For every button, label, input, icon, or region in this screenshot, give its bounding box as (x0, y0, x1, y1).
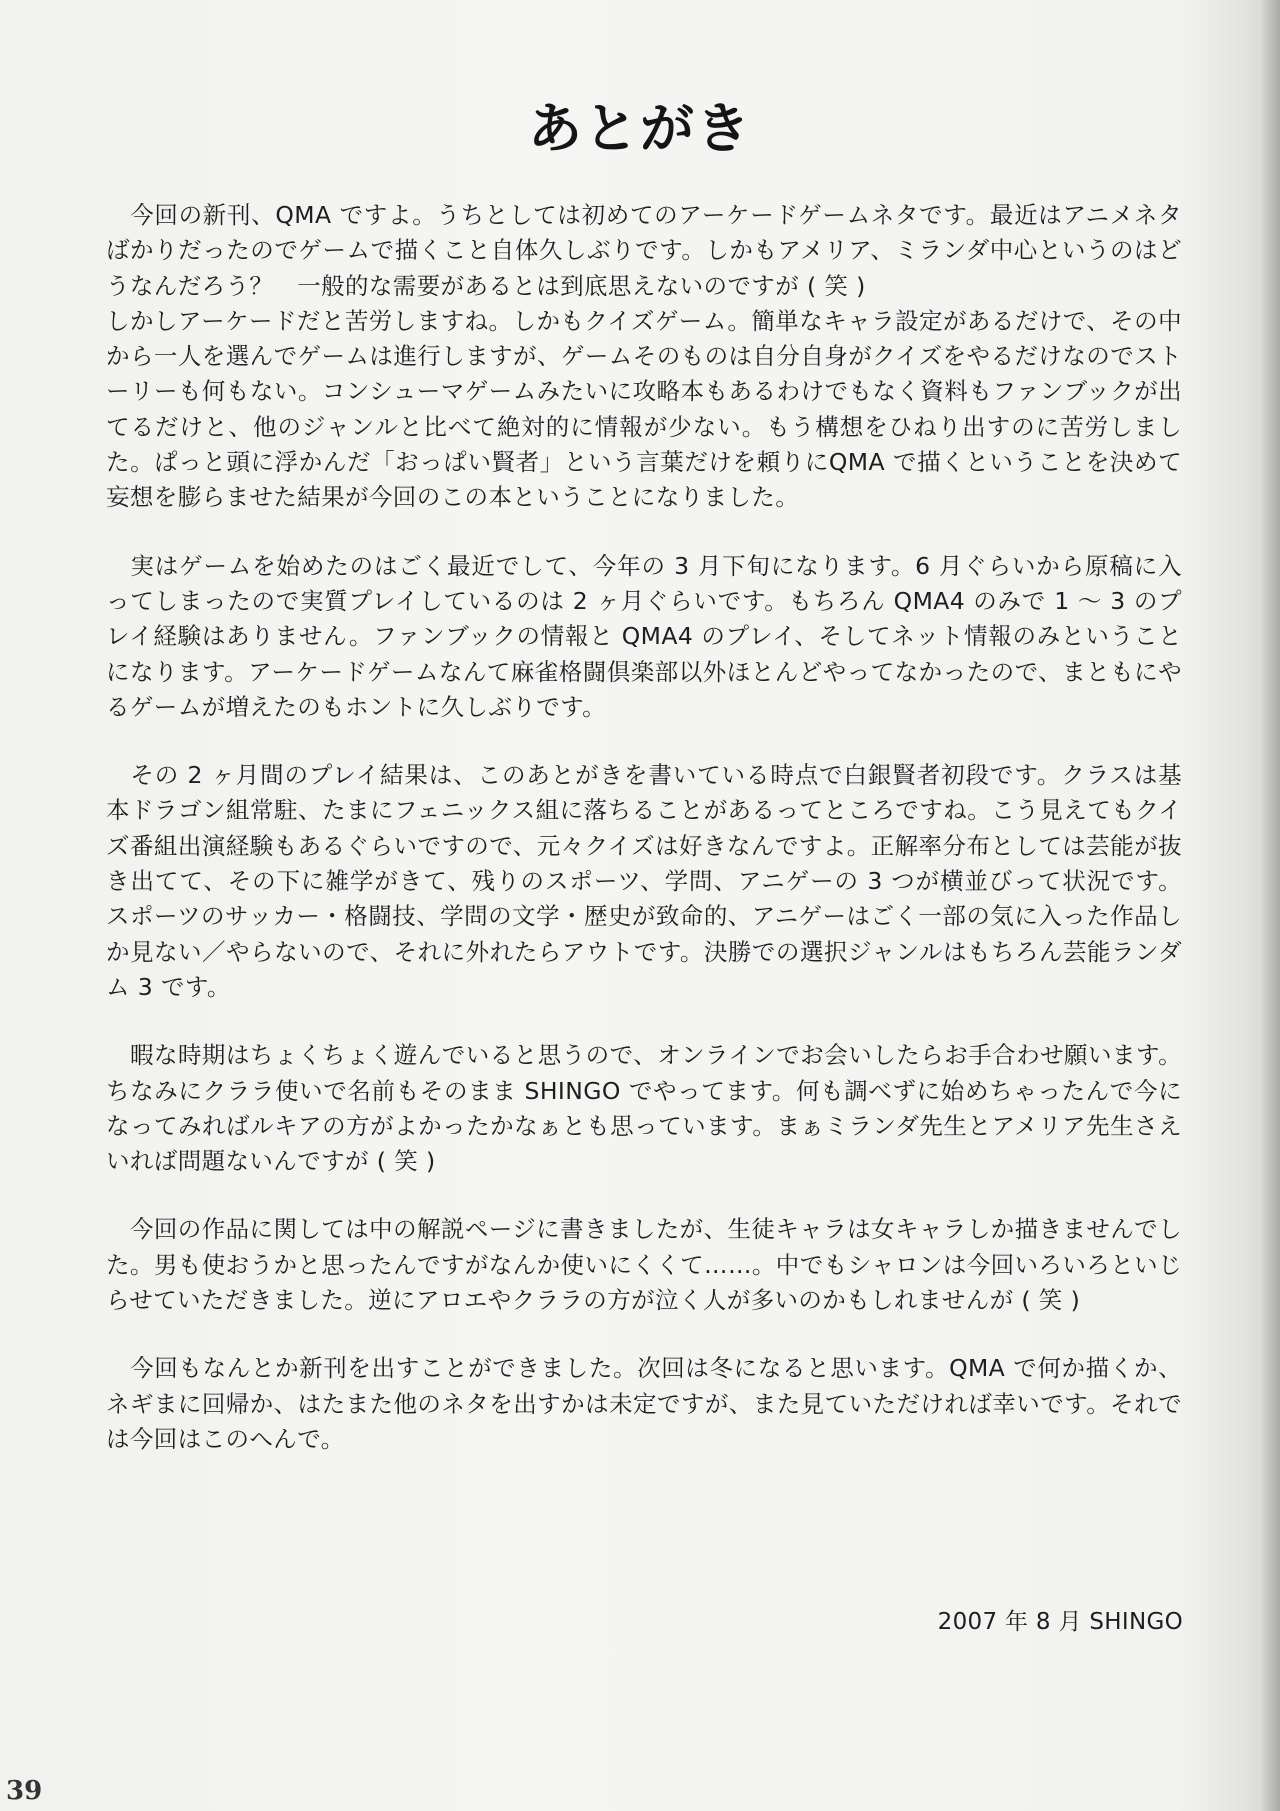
paragraph: その 2 ヶ月間のプレイ結果は、このあとがきを書いている時点で白銀賢者初段です。クラスは基本ドラゴン組常駐、たまにフェニックス組に落ちることがあるってところですね。こう見えてもクイズ番組出演経験もあるぐらいですので、元々クイズは好きなんですよ。正解率分布としては芸能が抜き出てて、その下に雑学がきて、残りのスポーツ、学問、アニゲーの 3 つが横並びって状況です。スポーツのサッカー・格闘技、学問の文学・歴史が致命的、アニゲーはごく一部の気に入った作品しか見ない／やらないので、それに外れたらアウトです。決勝での選択ジャンルはもちろん芸能ランダム 3 です。 (106, 761, 1182, 1001)
paragraph: 今回の新刊、QMA ですよ。うちとしては初めてのアーケードゲームネタです。最近はアニメネタばかりだったのでゲームで描くこと自体久しぶりです。しかもアメリア、ミランダ中心というのはどうなんだろう？ 一般的な需要があるとは到底思えないのですが ( 笑 ) しかしアーケードだと苦労しますね。しかもクイズゲーム。簡単なキャラ設定があるだけで、その中から一人を選んでゲームは進行しますが、ゲームそのものは自分自身がクイズをやるだけなのでストーリーも何もない。コンシューマゲームみたいに攻略本もあるわけでもなく資料もファンブックが出てるだけと、他のジャンルと比べて絶対的に情報が少ない。もう構想をひねり出すのに苦労しました。ぱっと頭に浮かんだ「おっぱい賢者」という言葉だけを頼りにQMA で描くということを決めて妄想を膨らませた結果が今回のこの本ということになりました。 (106, 201, 1182, 512)
paragraph: 今回の作品に関しては中の解説ページに書きましたが、生徒キャラは女キャラしか描きませんでした。男も使おうかと思ったんですがなんか使いにくくて……。中でもシャロンは今回いろいろといじらせていただきました。逆にアロエやクララの方が泣く人が多いのかもしれませんが ( 笑 ) (106, 1215, 1182, 1315)
afterword-body (106, 198, 1182, 1490)
paragraph: 今回もなんとか新刊を出すことができました。次回は冬になると思います。QMA で何か描くか、ネギまに回帰か、はたまた他のネタを出すかは未定ですが、また見ていただければ幸いです。それでは今回はこのへんで。 (106, 1354, 1182, 1453)
page-title: あとがき (528, 97, 752, 160)
signature-date: 2007 年 8 月 SHINGO (937, 1609, 1183, 1635)
page-number: 39 (6, 1776, 43, 1806)
paragraph: 暇な時期はちょくちょく遊んでいると思うので、オンラインでお会いしたらお手合わせ願います。ちなみにクララ使いで名前もそのまま SHINGO でやってます。何も調べずに始めちゃったんで今になってみればルキアの方がよかったかなぁとも思っています。まぁミランダ先生とアメリア先生さえいれば問題ないんですが ( 笑 ) (106, 1041, 1182, 1176)
binding-edge (1258, 0, 1280, 1811)
paragraph: 実はゲームを始めたのはごく最近でして、今年の 3 月下旬になります。6 月ぐらいから原稿に入ってしまったので実質プレイしているのは 2 ヶ月ぐらいです。もちろん QMA4 のみで 1 ～ 3 のプレイ経験はありません。ファンブックの情報と QMA4 のプレイ、そしてネット情報のみということになります。アーケードゲームなんて麻雀格闘倶楽部以外ほとんどやってなかったので、まともにやるゲームが増えたのもホントに久しぶりです。 (106, 551, 1182, 721)
